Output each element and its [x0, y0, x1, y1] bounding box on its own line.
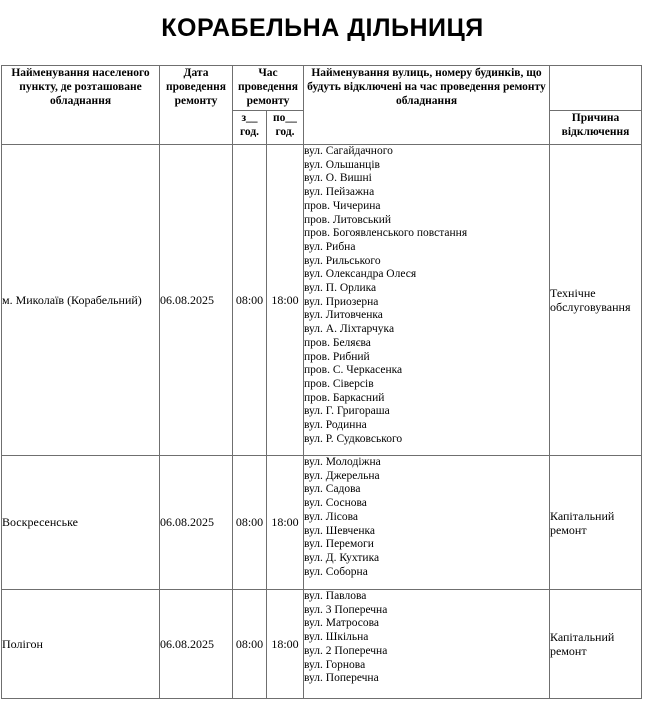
- street-item: вул. Джерельна: [304, 469, 380, 482]
- street-item: вул. Шевченка: [304, 524, 376, 537]
- header-time: Час проведення ремонту: [233, 66, 304, 111]
- street-item: вул. Ольшанців: [304, 158, 380, 171]
- street-item: вул. Садова: [304, 483, 361, 496]
- street-item: вул. Р. Судковського: [304, 432, 403, 445]
- locality-cell: Воскресенське: [2, 456, 160, 590]
- date-cell: 06.08.2025: [160, 590, 233, 699]
- street-item: пров. Баркасний: [304, 391, 385, 404]
- time-to-cell: 18:00: [267, 456, 304, 590]
- table-row: [2, 145, 642, 456]
- street-item: вул. Рибна: [304, 240, 356, 253]
- street-item: вул. Соборна: [304, 565, 368, 578]
- time-from-cell: 08:00: [233, 456, 267, 590]
- street-item: вул. 3 Поперечна: [304, 603, 388, 616]
- street-item: вул. Поперечна: [304, 672, 379, 685]
- street-item: вул. Шкільна: [304, 631, 369, 644]
- street-item: вул. Матросова: [304, 617, 379, 630]
- header-streets: Найменування вулиць, номеру будинків, що будуть відключені на час проведення ремонту обладнання: [304, 66, 550, 145]
- street-item: вул. Сагайдачного: [304, 145, 393, 157]
- street-item: вул. Олександра Олеся: [304, 268, 417, 281]
- street-item: вул. А. Ліхтарчука: [304, 323, 395, 336]
- street-item: вул. О. Вишні: [304, 172, 372, 185]
- streets-cell: [304, 590, 550, 699]
- header-blank-cell: [550, 66, 642, 111]
- street-item: вул. Рильського: [304, 254, 381, 267]
- header-date: Дата проведення ремонту: [160, 66, 233, 145]
- street-item: пров. Рибний: [304, 350, 370, 363]
- reason-cell: Капітальний ремонт: [550, 456, 642, 590]
- locality-cell: м. Миколаїв (Корабельний): [2, 145, 160, 456]
- street-item: вул. Литовченка: [304, 309, 383, 322]
- street-item: вул. Горнова: [304, 658, 366, 671]
- time-from-cell: 08:00: [233, 145, 267, 456]
- street-item: вул. 2 Поперечна: [304, 644, 388, 657]
- date-cell: 06.08.2025: [160, 456, 233, 590]
- street-item: вул. Павлова: [304, 590, 367, 602]
- time-to-cell: 18:00: [267, 590, 304, 699]
- streets-cell: [304, 145, 550, 456]
- street-item: вул. Пейзажна: [304, 186, 375, 199]
- table-row: [2, 590, 642, 699]
- street-item: вул. Г. Григораша: [304, 405, 390, 418]
- header-to: по__ год.: [267, 111, 304, 145]
- street-item: вул. Соснова: [304, 497, 367, 510]
- time-from-cell: 08:00: [233, 590, 267, 699]
- time-to-cell: 18:00: [267, 145, 304, 456]
- street-item: пров. Литовський: [304, 213, 392, 226]
- date-cell: 06.08.2025: [160, 145, 233, 456]
- street-item: вул. Лісова: [304, 510, 359, 523]
- header-row-1: [2, 66, 642, 111]
- reason-cell: Технічне обслуговування: [550, 145, 642, 456]
- locality-cell: Полігон: [2, 590, 160, 699]
- streets-cell: [304, 456, 550, 590]
- street-item: пров. С. Черкасенка: [304, 364, 403, 377]
- street-item: вул. Д. Кухтика: [304, 551, 380, 564]
- street-item: вул. Перемоги: [304, 538, 374, 551]
- table-row: [2, 456, 642, 590]
- street-item: вул. Молодіжна: [304, 456, 381, 468]
- header-locality: Найменування населеного пункту, де розташоване обладнання: [2, 66, 160, 145]
- street-item: вул. Родинна: [304, 419, 367, 432]
- street-item: пров. Чичерина: [304, 199, 381, 212]
- outage-schedule-table: [1, 65, 642, 699]
- street-item: пров. Беляєва: [304, 336, 371, 349]
- header-from: з__ год.: [233, 111, 267, 145]
- reason-cell: Капітальний ремонт: [550, 590, 642, 699]
- street-item: пров. Богоявленського повстання: [304, 227, 468, 240]
- street-item: пров. Сіверсів: [304, 377, 374, 390]
- page-title: КОРАБЕЛЬНА ДІЛЬНИЦЯ: [161, 14, 484, 42]
- header-reason: Причина відключення: [550, 111, 642, 145]
- street-item: вул. П. Орлика: [304, 282, 377, 295]
- street-item: вул. Приозерна: [304, 295, 379, 308]
